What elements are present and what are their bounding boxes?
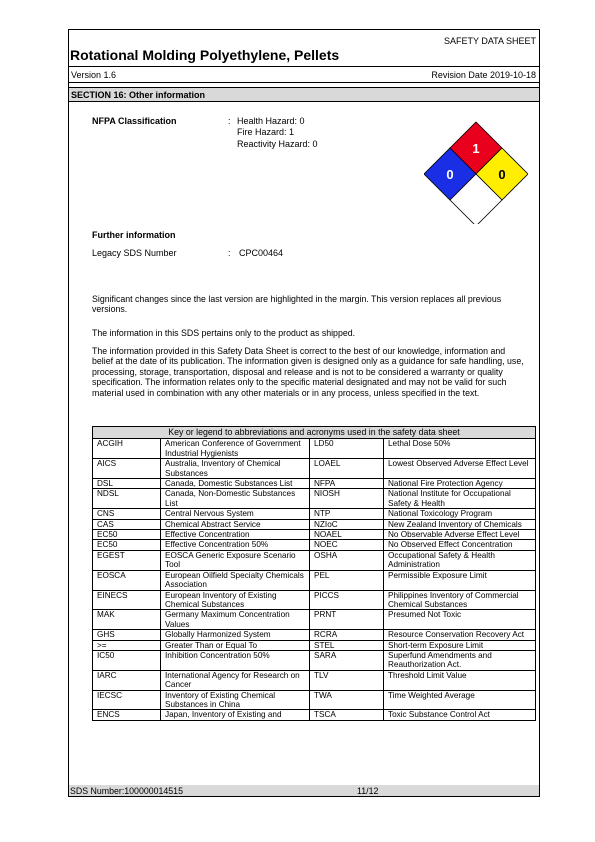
product-title: Rotational Molding Polyethylene, Pellets	[70, 47, 340, 63]
divider	[68, 82, 540, 83]
abbreviation-cell: DSL	[93, 479, 161, 489]
abbreviation-cell: STEL	[310, 640, 384, 650]
divider	[68, 101, 540, 102]
abbreviation-cell: EINECS	[93, 590, 161, 610]
definition-cell: National Institute for Occupational Safety & Health	[384, 489, 536, 509]
table-row	[93, 650, 536, 670]
definition-cell: Threshold Limit Value	[384, 670, 536, 690]
page-number: 11/12	[357, 786, 379, 796]
definition-cell: Effective Concentration 50%	[161, 540, 310, 550]
abbreviation-cell: TWA	[310, 690, 384, 710]
abbreviation-cell: SARA	[310, 650, 384, 670]
abbreviation-cell: NDSL	[93, 489, 161, 509]
table-body	[93, 439, 536, 720]
abbreviation-cell: PEL	[310, 570, 384, 590]
definition-cell: Lethal Dose 50%	[384, 439, 536, 459]
definition-cell: New Zealand Inventory of Chemicals	[384, 519, 536, 529]
definition-cell: National Fire Protection Agency	[384, 479, 536, 489]
definition-cell: Effective Concentration	[161, 530, 310, 540]
definition-cell: Inventory of Existing Chemical Substances in China	[161, 690, 310, 710]
table-row	[93, 509, 536, 519]
version: Version 1.6	[71, 70, 117, 80]
table-row	[93, 519, 536, 529]
abbreviation-cell: ENCS	[93, 710, 161, 720]
abbreviation-cell: EGEST	[93, 550, 161, 570]
definition-cell: European Inventory of Existing Chemical Substances	[161, 590, 310, 610]
abbreviation-cell: IC50	[93, 650, 161, 670]
table-row	[93, 550, 536, 570]
abbreviation-cell: ACGIH	[93, 439, 161, 459]
nfpa-fire-value: 1	[472, 141, 480, 156]
abbreviation-cell: GHS	[93, 630, 161, 640]
abbreviation-cell: NIOSH	[310, 489, 384, 509]
abbreviation-cell: IECSC	[93, 690, 161, 710]
health-hazard: Health Hazard: 0	[237, 116, 305, 126]
table-row	[93, 489, 536, 509]
nfpa-diamond	[424, 120, 528, 224]
legacy-sds-label: Legacy SDS Number	[92, 248, 177, 258]
nfpa-health-value: 0	[446, 167, 454, 182]
definition-cell: Japan, Inventory of Existing and	[161, 710, 310, 720]
abbreviation-cell: LOAEL	[310, 459, 384, 479]
reactivity-hazard: Reactivity Hazard: 0	[237, 139, 318, 149]
legacy-sds-value: CPC00464	[239, 248, 284, 258]
paragraph-changes: Significant changes since the last version are highlighted in the margin. This version replaces all previous versions.	[92, 294, 502, 315]
definition-cell: Resource Conservation Recovery Act	[384, 630, 536, 640]
definition-cell: American Conference of Government Industrial Hygienists	[161, 439, 310, 459]
doc-type: SAFETY DATA SHEET	[443, 36, 536, 46]
abbreviation-cell: EC50	[93, 530, 161, 540]
table-row	[93, 670, 536, 690]
table-row	[93, 530, 536, 540]
definition-cell: Presumed Not Toxic	[384, 610, 536, 630]
definition-cell: Central Nervous System	[161, 509, 310, 519]
abbreviation-cell: PICCS	[310, 590, 384, 610]
abbreviation-cell: RCRA	[310, 630, 384, 640]
abbreviation-cell: CNS	[93, 509, 161, 519]
further-info-title: Further information	[92, 230, 176, 240]
abbreviation-cell: NZIoC	[310, 519, 384, 529]
definition-cell: Canada, Domestic Substances List	[161, 479, 310, 489]
abbreviation-cell: CAS	[93, 519, 161, 529]
paragraph-scope: The information in this SDS pertains only to the product as shipped.	[92, 328, 356, 338]
revision-date: Revision Date 2019-10-18	[431, 70, 536, 80]
definition-cell: Toxic Substance Control Act	[384, 710, 536, 720]
definition-cell: Germany Maximum Concentration Values	[161, 610, 310, 630]
sds-number: SDS Number:100000014515	[70, 786, 183, 796]
abbreviation-cell: EOSCA	[93, 570, 161, 590]
definition-cell: Globally Harmonized System	[161, 630, 310, 640]
definition-cell: Occupational Safety & Health Administration	[384, 550, 536, 570]
abbreviation-cell: AICS	[93, 459, 161, 479]
definition-cell: Permissible Exposure Limit	[384, 570, 536, 590]
definition-cell: Canada, Non-Domestic Substances List	[161, 489, 310, 509]
definition-cell: EOSCA Generic Exposure Scenario Tool	[161, 550, 310, 570]
definition-cell: Superfund Amendments and Reauthorization Act.	[384, 650, 536, 670]
definition-cell: Philippines Inventory of Commercial Chemical Substances	[384, 590, 536, 610]
table-row	[93, 690, 536, 710]
table-row	[93, 590, 536, 610]
abbreviation-cell: PRNT	[310, 610, 384, 630]
abbreviation-cell: TLV	[310, 670, 384, 690]
divider	[68, 66, 540, 67]
fire-hazard: Fire Hazard: 1	[237, 127, 295, 137]
abbreviation-cell: NTP	[310, 509, 384, 519]
table-row	[93, 459, 536, 479]
definition-cell: Australia, Inventory of Chemical Substances	[161, 459, 310, 479]
abbreviations-table	[92, 426, 536, 721]
table-row	[93, 540, 536, 550]
abbreviation-cell: OSHA	[310, 550, 384, 570]
table-title: Key or legend to abbreviations and acronyms used in the safety data sheet	[93, 427, 536, 439]
abbreviation-cell: NOAEL	[310, 530, 384, 540]
definition-cell: Lowest Observed Adverse Effect Level	[384, 459, 536, 479]
abbreviation-cell: NOEC	[310, 540, 384, 550]
legacy-sds-colon: :	[228, 248, 231, 258]
definition-cell: Inhibition Concentration 50%	[161, 650, 310, 670]
definition-cell: International Agency for Research on Cancer	[161, 670, 310, 690]
definition-cell: No Observed Effect Concentration	[384, 540, 536, 550]
abbreviation-cell: MAK	[93, 610, 161, 630]
table-row	[93, 610, 536, 630]
nfpa-label: NFPA Classification	[92, 116, 177, 126]
definition-cell: No Observable Adverse Effect Level	[384, 530, 536, 540]
table-row	[93, 640, 536, 650]
abbreviation-cell: NFPA	[310, 479, 384, 489]
table-row	[93, 439, 536, 459]
table-row	[93, 630, 536, 640]
definition-cell: European Oilfield Specialty Chemicals Association	[161, 570, 310, 590]
paragraph-disclaimer: The information provided in this Safety Data Sheet is correct to the best of our knowledge, information and belief at the date of its publication. The information given is designed only as a guidance for safe handling, use, processing, storage, transportation, disposal and release and is not to be considered a warranty or quality specification. The information relates only to the specific material designated and may not be valid for such material used in combination with any other materials or in any process, unless specified in the text.	[92, 346, 524, 398]
definition-cell: Time Weighted Average	[384, 690, 536, 710]
table-row	[93, 479, 536, 489]
abbreviation-cell: LD50	[310, 439, 384, 459]
nfpa-reactivity-value: 0	[498, 167, 506, 182]
definition-cell: Chemical Abstract Service	[161, 519, 310, 529]
section-title: SECTION 16: Other information	[71, 90, 206, 100]
table-row	[93, 710, 536, 720]
table-row	[93, 570, 536, 590]
abbreviation-cell: EC50	[93, 540, 161, 550]
definition-cell: Greater Than or Equal To	[161, 640, 310, 650]
abbreviation-cell: TSCA	[310, 710, 384, 720]
definition-cell: Short-term Exposure Limit	[384, 640, 536, 650]
nfpa-colon: :	[228, 116, 231, 126]
abbreviation-cell: >=	[93, 640, 161, 650]
abbreviation-cell: IARC	[93, 670, 161, 690]
definition-cell: National Toxicology Program	[384, 509, 536, 519]
